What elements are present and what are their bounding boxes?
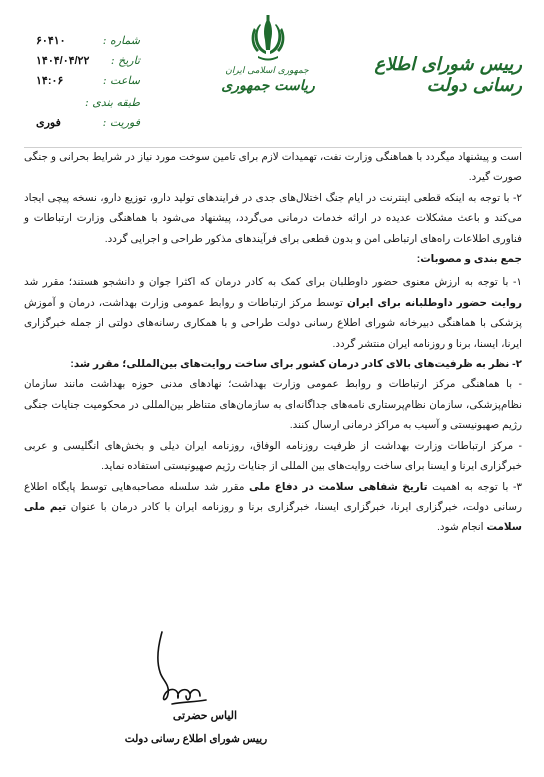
number-value: ۶۰۴۱۰: [36, 35, 66, 47]
resolution-1-text-b: توسط مرکز ارتباطات و روابط عمومی وزارت بهداشت، درمان و آموزش پزشکی با هماهنگی دبیرخانه شورای اطلاع رسانی دولت طراحی و با همکاری رسانه‌های دولتی از جمله خبرگزاری ایرنا، ایسنا، برنا و روزنامه ایران منتشر گردد.: [24, 297, 522, 350]
presidency-title: ریاست جمهوری: [221, 78, 315, 94]
classification-label: طبقه بندی :: [85, 96, 140, 109]
resolution-2-bullet-1: - با هماهنگی مرکز ارتباطات و روابط عمومی وزارت بهداشت؛ نهادهای مدنی حوزه بهداشت مانند سازمان نظام‌پزشکی، سازمان نظام‌پرستاری نامه‌های جداگانه‌ای به سازمان‌های متناظر بین‌المللی در محکومیت جنایات جنگی رژیم صهیونیستی و آسیب به مراکز درمانی ارسال کنند.: [24, 379, 522, 432]
resolution-1-text-a: ۱- با توجه به ارزش معنوی حضور داوطلبان برای کمک به کادر درمان که اکثرا جوان و دانشجو هستند؛ مقرر شد: [24, 277, 522, 289]
emblem-caption: جمهوری اسلامی ایران: [225, 66, 309, 76]
time-value: ۱۴:۰۶: [36, 75, 64, 87]
letter-meta: [24, 34, 140, 134]
resolution-3-bold-2: تیم ملی سلامت: [24, 501, 522, 534]
signer-title: رییس شورای اطلاع رسانی دولت: [124, 733, 268, 745]
time-label: ساعت :: [102, 74, 140, 87]
handwritten-signature-icon: [150, 628, 212, 708]
resolution-2-bullet-2: - مرکز ارتباطات وزارت بهداشت از ظرفیت روزنامه الوفاق، روزنامه ایران دیلی و بخش‌های انگلیسی و عربی خبرگزاری ایرنا و ایسنا برای ساخت روایت‌های بین المللی از جنایات رژیم صهیونیستی استفاده نماید.: [24, 440, 522, 473]
org-title: رییس شورای اطلاع رسانی دولت: [374, 54, 522, 96]
iran-emblem-icon: [248, 14, 288, 62]
item-2: ۲- با توجه به اینکه قطعی اینترنت در ایام جنگ اختلال‌های جدی در فرایندهای تولید دارو، توزیع دارو، نسخه پیچی ایجاد می‌کند و باعث مشکلات عدیده در ارائه خدمات درمانی می‌گردد، پیشنهاد می‌شود با هماهنگی وزارت ارتباطات و فناوری اطلاعات راه‌های ارتباطی امن و بدون قطعی برای فرآیندهای مذکور طراحی و اجرایی گردد.: [24, 192, 522, 245]
resolution-1-bold: روایت حضور داوطلبانه برای ایران: [347, 297, 522, 309]
summary-heading: جمع بندی و مصوبات:: [416, 254, 522, 266]
resolution-3: [24, 478, 522, 539]
resolution-2-heading: ۲- نظر به ظرفیت‌های بالای کادر درمان کشور برای ساخت روایت‌های بین‌المللی؛ مقرر شد:: [70, 359, 522, 371]
priority-label: فوریت :: [102, 116, 140, 129]
number-label: شماره :: [102, 34, 140, 47]
resolution-3-bold-1: تاریخ شفاهی سلامت در دفاع ملی: [248, 481, 428, 493]
resolution-3-text-c: انجام شود.: [437, 522, 487, 534]
resolution-3-text-b: مقرر شد سلسله مصاحبه‌هایی توسط پایگاه اطلاع رسانی دولت، خبرگزاری ایرنا، خبرگزاری ایسنا، خبرگزاری برنا و روزنامه ایران با کادر درمان با عنوان: [24, 481, 522, 513]
signer-name: الیاس حضرتی: [172, 710, 238, 722]
date-label: تاریخ :: [110, 54, 140, 67]
paragraph-intro: است و پیشنهاد میگردد با هماهنگی وزارت نفت، تهمیدات لازم برای تامین سوخت مورد نیاز در شرایط بحرانی و جنگی صورت گیرد.: [24, 152, 522, 184]
priority-value: فوری: [36, 117, 61, 129]
date-value: ۱۴۰۴/۰۴/۲۲: [36, 55, 90, 67]
resolution-3-text-a: ۳- با توجه به اهمیت: [427, 481, 523, 493]
resolution-1: [24, 273, 522, 355]
letter-body: [24, 148, 522, 539]
